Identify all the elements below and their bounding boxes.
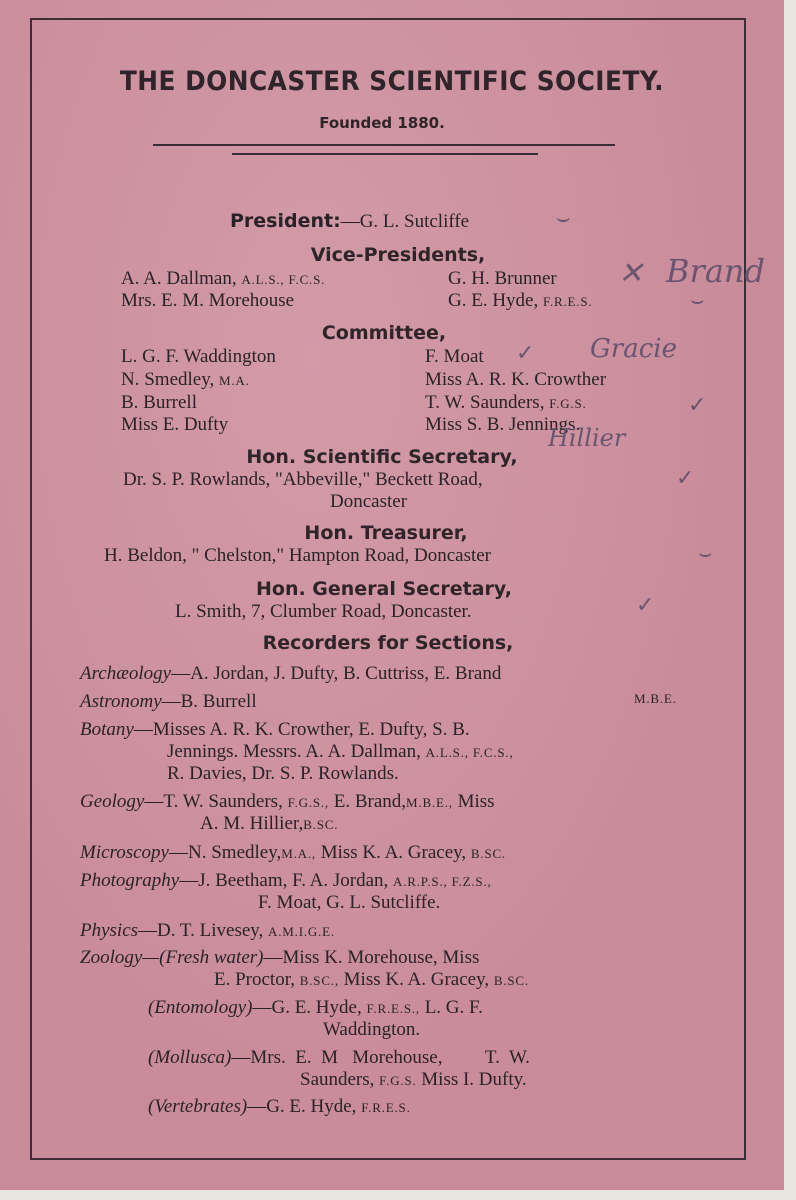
committee-heading: Committee, [321,322,447,344]
recorder-zoology-line2: E. Proctor, B.SC., Miss K. A. Gracey, B.SC. [214,969,529,990]
recorder-vertebrates: (Vertebrates)—G. E. Hyde, F.R.E.S. [148,1096,411,1117]
handwritten-annotation: Brand [666,252,765,290]
recorder-microscopy: Microscopy—N. Smedley,M.A., Miss K. A. Gracey, B.SC. [80,842,506,863]
recorder-botany-line3: R. Davies, Dr. S. P. Rowlands. [167,763,399,784]
vp-member: G. H. Brunner [448,268,557,289]
recorder-zoology: Zoology—(Fresh water)—Miss K. Morehouse, Miss [80,947,480,968]
check-mark: ✓ [688,392,707,417]
general-secretary-heading: Hon. General Secretary, [255,578,513,600]
recorder-geology-line2: A. M. Hillier,B.SC. [200,813,339,834]
scientific-secretary-heading: Hon. Scientific Secretary, [246,446,518,468]
founded-line: Founded 1880. [319,114,445,132]
recorder-botany-line2: Jennings. Messrs. A. A. Dallman, A.L.S., F.C.S., [167,741,514,762]
president-name: —G. L. Sutcliffe [340,211,470,232]
treasurer-heading: Hon. Treasurer, [304,522,468,544]
president-label: President: [230,210,341,232]
recorders-heading: Recorders for Sections, [262,632,514,654]
recorder-geology: Geology—T. W. Saunders, F.G.S., E. Brand,M.B.E., Miss [80,791,495,812]
recorder-mollusca: (Mollusca)—Mrs. E. M Morehouse, T. W. [148,1047,530,1068]
vp-member: A. A. Dallman, A.L.S., F.C.S. [121,268,326,289]
recorder-entomology: (Entomology)—G. E. Hyde, F.R.E.S., L. G. F. [148,997,483,1018]
committee-member: F. Moat [425,346,484,367]
president-line [230,210,469,233]
committee-member: T. W. Saunders, F.G.S. [425,392,587,413]
divider-rule [153,144,615,146]
recorder-astronomy: Astronomy—B. Burrell [80,691,257,712]
divider-rule [232,153,538,155]
committee-member: Miss E. Dufty [121,414,229,435]
recorder-photography: Photography—J. Beetham, F. A. Jordan, A.R.P.S., F.Z.S., [80,870,492,891]
handwritten-annotation: Gracie [590,334,677,364]
handwritten-annotation: Hillier [548,424,626,452]
check-mark: ✓ [516,340,535,365]
astronomy-note: M.B.E. [634,691,677,706]
recorder-entomology-line2: Waddington. [323,1019,421,1040]
committee-member: N. Smedley, M.A. [121,369,250,390]
handwritten-strike-x: ✕ [618,256,644,291]
treasurer-address: H. Beldon, " Chelston," Hampton Road, Doncaster [104,545,492,566]
committee-member: L. G. F. Waddington [121,346,276,367]
check-mark: ✓ [676,465,695,490]
committee-member: B. Burrell [121,392,197,413]
scientific-secretary-town: Doncaster [330,491,408,512]
check-mark: ⌣ [698,540,713,565]
general-secretary-address: L. Smith, 7, Clumber Road, Doncaster. [175,601,472,622]
vp-member: Mrs. E. M. Morehouse [121,290,295,311]
recorder-botany: Botany—Misses A. R. K. Crowther, E. Dufty, S. B. [80,719,470,740]
recorder-mollusca-line2: Saunders, F.G.S. Miss I. Dufty. [300,1069,527,1090]
recorder-physics: Physics—D. T. Livesey, A.M.I.G.E. [80,920,335,941]
committee-member: Miss A. R. K. Crowther [425,369,607,390]
vp-member: G. E. Hyde, F.R.E.S. [448,290,593,311]
committee-member: Miss S. B. Jennings. [425,414,581,435]
scientific-secretary-address: Dr. S. P. Rowlands, "Abbeville," Beckett Road, [123,469,483,490]
check-mark: ⌣ [690,287,705,312]
check-mark: ✓ [636,592,655,617]
recorder-photography-line2: F. Moat, G. L. Sutcliffe. [258,892,441,913]
check-mark: ⌣ [556,205,571,230]
society-title: THE DONCASTER SCIENTIFIC SOCIETY. [119,66,665,97]
recorder-archaeology: Archæology—A. Jordan, J. Dufty, B. Cuttriss, E. Brand [80,663,502,684]
vice-presidents-heading: Vice-Presidents, [310,244,486,266]
